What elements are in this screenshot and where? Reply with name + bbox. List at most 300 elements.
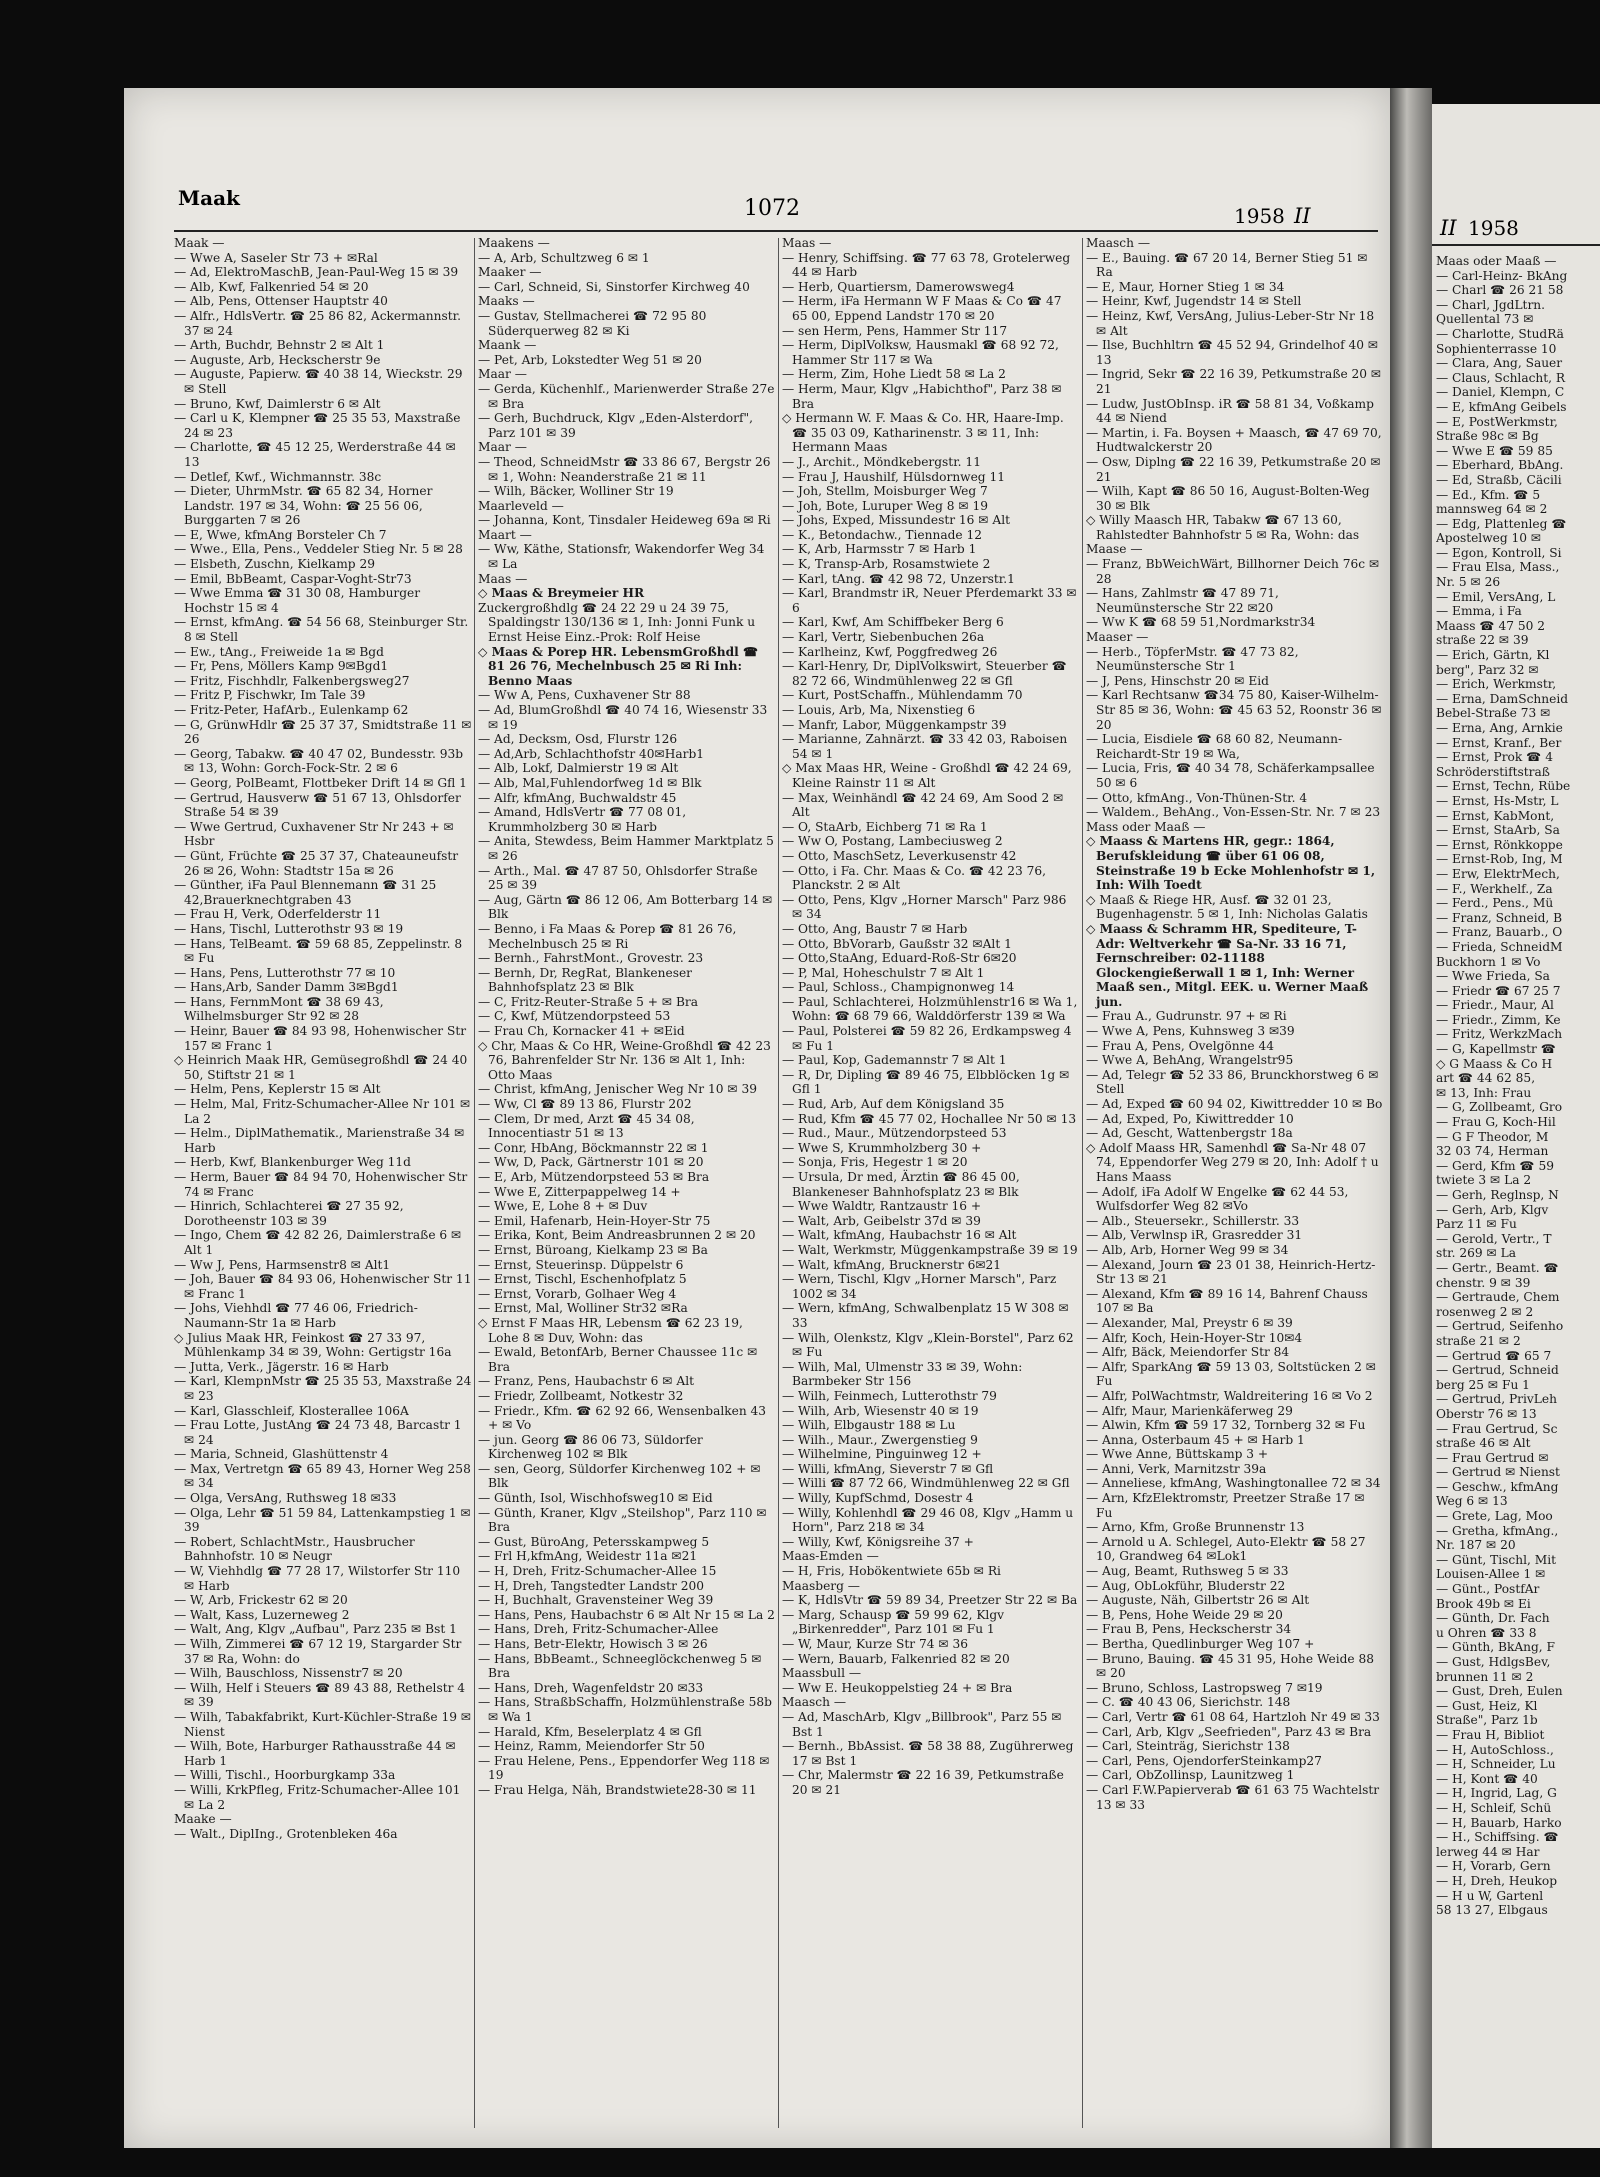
directory-entry: — Herm, Maur, Klgv „Habichthof", Parz 38 ✉ Bra: [782, 381, 1062, 411]
directory-entry: Maassbull —: [782, 1666, 862, 1681]
directory-entry: — Günth, Kraner, Klgv „Steilshop", Parz 110 ✉ Bra: [478, 1505, 767, 1535]
adjacent-directory-entry: — Charl ☎ 26 21 58: [1436, 283, 1564, 298]
adjacent-directory-entry: — Friedr., Maur, Al: [1436, 998, 1554, 1013]
directory-entry: — Carl, Vertr ☎ 61 08 64, Hartzloh Nr 49 ✉ 33: [1086, 1709, 1380, 1724]
directory-entry: — H, Dreh, Tangstedter Landstr 200: [478, 1578, 705, 1593]
directory-entry: — R, Dr, Dipling ☎ 89 46 75, Elbblöcken 1g ✉ Gfl 1: [782, 1067, 1070, 1097]
adjacent-directory-entry: — Geschw., kfmAng: [1436, 1479, 1559, 1494]
directory-entry: — Walt, Arb, Geibelstr 37d ✉ 39: [782, 1213, 981, 1228]
directory-entry: — Carl, Steinträg, Sierichstr 138: [1086, 1739, 1290, 1754]
adjacent-header-rule: [1432, 244, 1600, 246]
directory-entry: — Ernst, Steuerinsp. Düppelstr 6: [478, 1257, 684, 1272]
adjacent-directory-entry: ✉ 13, Inh: Frau: [1436, 1085, 1532, 1100]
adjacent-directory-entry: — Franz, Schneid, B: [1436, 910, 1563, 925]
directory-entry: — Ewald, BetonfArb, Berner Chaussee 11c ✉ Bra: [478, 1345, 758, 1374]
directory-entry: Mass oder Maaß —: [1086, 819, 1206, 834]
directory-entry: — Osw, Diplng ☎ 22 16 39, Petkumstraße 20 ✉ 21: [1086, 454, 1381, 484]
directory-entry: ◇ Adolf Maass HR, Samenhdl ☎ Sa-Nr 48 07 74, Eppendorfer Weg 279 ✉ 20, Inh: Adolf † u Hans Maass: [1086, 1140, 1379, 1184]
adjacent-directory-entry: — H, Kont ☎ 40: [1436, 1771, 1538, 1786]
directory-entry: — Frau Ch, Kornacker 41 + ✉Eid: [478, 1024, 685, 1039]
adjacent-directory-entry: — Ernst, Kranf., Ber: [1436, 735, 1562, 750]
directory-entry: — Detlef, Kwf., Wichmannstr. 38c: [174, 469, 382, 484]
directory-entry: — Wwe Waldtr, Rantzaustr 16 +: [782, 1199, 982, 1214]
adjacent-directory-entry: — E, kfmAng Geibels: [1436, 399, 1567, 414]
directory-entry: — Paul, Polsterei ☎ 59 82 26, Erdkampsweg 4 ✉ Fu 1: [782, 1024, 1072, 1053]
directory-entry: — Herm, Bauer ☎ 84 94 70, Hohenwischer Str 74 ✉ Franc: [174, 1170, 468, 1199]
directory-entry: Maaks —: [478, 294, 535, 309]
directory-entry: — Max, Weinhändl ☎ 42 24 69, Am Sood 2 ✉ Alt: [782, 790, 1064, 820]
directory-entry: — Karl, Kwf, Am Schiffbeker Berg 6: [782, 615, 1004, 630]
directory-entry: — Frau A, Pens, Ovelgönne 44: [1086, 1038, 1275, 1053]
adjacent-directory-entry: — Günt., PostfAr: [1436, 1582, 1540, 1597]
adjacent-directory-entry: straße 21 ✉ 2: [1436, 1333, 1521, 1348]
directory-entry: — Wilh, Mal, Ulmenstr 33 ✉ 39, Wohn: Barmbeker Str 156: [782, 1359, 1023, 1389]
directory-entry: — Alfr, Bäck, Meiendorfer Str 84: [1086, 1345, 1290, 1360]
adjacent-directory-entry: — Gretha, kfmAng.,: [1436, 1523, 1559, 1538]
adjacent-directory-column: [1436, 254, 1600, 2144]
directory-entry: — Carl u K, Klempner ☎ 25 35 53, Maxstraße 24 ✉ 23: [174, 411, 461, 440]
directory-entry: — Otto, Ang, Baustr 7 ✉ Harb: [782, 921, 968, 936]
adjacent-directory-entry: Nr. 5 ✉ 26: [1436, 575, 1501, 590]
directory-entry: — Ernst, Büroang, Kielkamp 23 ✉ Ba: [478, 1242, 708, 1257]
adjacent-directory-entry: Nr. 187 ✉ 20: [1436, 1538, 1516, 1553]
directory-entry: — C, Kwf, Mützendorpsteed 53: [478, 1009, 671, 1024]
directory-entry: — W, Viehhdlg ☎ 77 28 17, Wilstorfer Str 110 ✉ Harb: [174, 1564, 461, 1593]
directory-entry: — Bernh, Dr, RegRat, Blankeneser Bahnhofsplatz 23 ✉ Blk: [478, 965, 692, 995]
directory-entry: — Christ, kfmAng, Jenischer Weg Nr 10 ✉ 39: [478, 1082, 757, 1097]
book-spine: [1390, 88, 1432, 2148]
adjacent-directory-entry: — Günth, BkAng, F: [1436, 1640, 1555, 1655]
directory-column-1: [174, 236, 472, 2136]
adjacent-directory-entry: chenstr. 9 ✉ 39: [1436, 1275, 1531, 1290]
directory-entry: — E, Arb, Mützendorpsteed 53 ✉ Bra: [478, 1170, 710, 1184]
directory-entry: — Otto,StaAng, Eduard-Roß-Str 6✉20: [782, 951, 1017, 966]
directory-entry: — Sonja, Fris, Hegestr 1 ✉ 20: [782, 1155, 968, 1170]
directory-entry: — Wwe E, Zitterpappelweg 14 +: [478, 1184, 681, 1199]
directory-entry: — Ilse, Buchhltrn ☎ 45 52 94, Grindelhof 40 ✉ 13: [1086, 338, 1379, 367]
adjacent-directory-entry: — Egon, Kontroll, Si: [1436, 545, 1562, 560]
directory-entry: — Frau Lotte, JustAng ☎ 24 73 48, Barcastr 1 ✉ 24: [174, 1418, 462, 1447]
directory-entry: — Ww O, Postang, Lambeciusweg 2: [782, 834, 1003, 849]
adjacent-directory-entry: — Erich, Werkmstr,: [1436, 677, 1557, 692]
header-rule: [174, 230, 1378, 232]
directory-entry: Maaker —: [478, 265, 542, 280]
directory-entry: — Waldem., BehAng., Von-Essen-Str. Nr. 7 ✉ 23: [1086, 805, 1381, 820]
adjacent-directory-entry: berg 25 ✉ Fu 1: [1436, 1377, 1530, 1392]
directory-entry: — Bernh., FahrstMont., Grovestr. 23: [478, 951, 704, 966]
directory-entry: — E, Wwe, kfmAng Borsteler Ch 7: [174, 527, 387, 542]
adjacent-directory-entry: — Frau G, Koch-Hil: [1436, 1115, 1556, 1130]
directory-entry: — Bruno, Schloss, Lastropsweg 7 ✉19: [1086, 1680, 1323, 1695]
adjacent-directory-entry: — Grete, Lag, Moo: [1436, 1509, 1553, 1524]
directory-entry: — Hans, TelBeamt. ☎ 59 68 85, Zeppelinstr. 8 ✉ Fu: [174, 936, 463, 966]
column-divider: [778, 238, 779, 2128]
directory-entry: — Henry, Schiffsing. ☎ 77 63 78, Grotelerweg 44 ✉ Harb: [782, 250, 1071, 280]
adjacent-directory-entry: — G, Zollbeamt, Gro: [1436, 1100, 1563, 1115]
directory-entry: — Wilh, Arb, Wiesenstr 40 ✉ 19: [782, 1403, 979, 1418]
adjacent-directory-entry: Bebel-Straße 73 ✉: [1436, 706, 1551, 721]
adjacent-directory-entry: — Edg, Plattenleg ☎: [1436, 516, 1567, 531]
adjacent-directory-entry: — Ernst, Prok ☎ 4: [1436, 750, 1553, 765]
adjacent-directory-entry: Straße 98c ✉ Bg: [1436, 429, 1539, 444]
directory-entry: — Hans, Dreh, Wagenfeldstr 20 ✉33: [478, 1680, 704, 1695]
adjacent-page: [1432, 104, 1600, 2148]
adjacent-directory-entry: Weg 6 ✉ 13: [1436, 1494, 1508, 1509]
directory-entry: Maas —: [782, 236, 832, 250]
directory-entry: — Arth., Mal. ☎ 47 87 50, Ohlsdorfer Straße 25 ✉ 39: [478, 863, 758, 893]
directory-entry: — Wern, Tischl, Klgv „Horner Marsch", Parz 1002 ✉ 34: [782, 1272, 1057, 1301]
adjacent-directory-entry: str. 269 ✉ La: [1436, 1246, 1516, 1261]
directory-entry: — Manfr, Labor, Müggenkampstr 39: [782, 717, 1007, 732]
directory-entry: — Georg, Tabakw. ☎ 40 47 02, Bundesstr. 93b ✉ 13, Wohn: Gorch-Fock-Str. 2 ✉ 6: [174, 746, 464, 776]
directory-entry: — Erika, Kont, Beim Andreasbrunnen 2 ✉ 20: [478, 1228, 756, 1243]
directory-entry: — Rud., Maur., Mützendorpsteed 53: [782, 1126, 1007, 1141]
directory-entry: — Alexand, Journ ☎ 23 01 38, Heinrich-Hertz-Str 13 ✉ 21: [1086, 1257, 1376, 1287]
directory-entry: — Heinz, Ramm, Meiendorfer Str 50: [478, 1739, 705, 1754]
directory-entry: — Karl, KlempnMstr ☎ 25 35 53, Maxstraße 24 ✉ 23: [174, 1374, 472, 1403]
directory-entry: — K, Transp-Arb, Rosamstwiete 2: [782, 557, 991, 572]
directory-entry: — Auguste, Näh, Gilbertstr 26 ✉ Alt: [1086, 1593, 1310, 1608]
adjacent-directory-entry: Brook 49b ✉ Ei: [1436, 1596, 1531, 1611]
directory-entry: — Ad, Gescht, Wattenbergstr 18a: [1086, 1126, 1293, 1141]
directory-entry: — Emil, Hafenarb, Hein-Hoyer-Str 75: [478, 1213, 711, 1228]
directory-entry: — Chr, Malermstr ☎ 22 16 39, Petkumstraße 20 ✉ 21: [782, 1768, 1064, 1797]
directory-entry: — Wern, Bauarb, Falkenried 82 ✉ 20: [782, 1651, 1010, 1666]
directory-entry: — H, Dreh, Fritz-Schumacher-Allee 15: [478, 1564, 717, 1579]
adjacent-directory-entry: — Friedr., Zimm, Ke: [1436, 1012, 1561, 1027]
adjacent-directory-entry: — Frau Elsa, Mass.,: [1436, 560, 1560, 575]
directory-entry: — Hans, Tischl, Lutterothstr 93 ✉ 19: [174, 921, 404, 936]
directory-entry: — Emil, BbBeamt, Caspar-Voght-Str73: [174, 571, 412, 586]
adjacent-directory-entry: — Gust, HdlgsBev,: [1436, 1655, 1551, 1669]
adjacent-directory-entry: — Wwe Frieda, Sa: [1436, 969, 1550, 984]
directory-entry: — Otto, kfmAng., Von-Thünen-Str. 4: [1086, 790, 1308, 805]
directory-entry: — Johs, Viehhdl ☎ 77 46 06, Friedrich-Naumann-Str 1a ✉ Harb: [174, 1301, 418, 1330]
adjacent-directory-entry: Straße", Parz 1b: [1436, 1713, 1538, 1728]
directory-entry: — Arnold u A. Schlegel, Auto-Elektr ☎ 58 27 10, Grandweg 64 ✉Lok1: [1086, 1534, 1366, 1564]
directory-entry: — Günther, iFa Paul Blennemann ☎ 31 25 42,Brauerknechtgraben 43: [174, 878, 437, 907]
directory-entry: — Bertha, Quedlinburger Weg 107 +: [1086, 1637, 1315, 1651]
adjacent-directory-entry: Apostelweg 10 ✉: [1436, 531, 1542, 546]
directory-entry: — Franz, BbWeichWärt, Billhorner Deich 76c ✉ 28: [1086, 557, 1380, 586]
directory-entry: — Elsbeth, Zuschn, Kielkamp 29: [174, 557, 375, 572]
adjacent-directory-entry: Louisen-Allee 1 ✉: [1436, 1567, 1546, 1582]
adjacent-header-year: 1958: [1468, 216, 1519, 240]
adjacent-directory-entry: Maas oder Maaß —: [1436, 254, 1557, 268]
adjacent-directory-entry: — Gertrud, Seifenho: [1436, 1319, 1564, 1334]
directory-entry: — Joh, Stellm, Moisburger Weg 7: [782, 484, 988, 499]
directory-entry: — Fritz P, Fischwkr, Im Tale 39: [174, 688, 366, 703]
directory-entry: — Willi, KrkPfleg, Fritz-Schumacher-Allee 101 ✉ La 2: [174, 1782, 461, 1812]
directory-entry: — Ww J, Pens, Harmsenstr8 ✉ Alt1: [174, 1257, 391, 1272]
directory-entry: — Wwe A, Pens, Kuhnsweg 3 ✉39: [1086, 1024, 1295, 1039]
directory-entry: ◇ Heinrich Maak HR, Gemüsegroßhdl ☎ 24 40 50, Stiftstr 21 ✉ 1: [174, 1053, 468, 1082]
directory-entry: — Joh, Bote, Luruper Weg 8 ✉ 19: [782, 498, 989, 513]
directory-entry: — Amand, HdlsVertr ☎ 77 08 01, Krummholzberg 30 ✉ Harb: [478, 805, 687, 834]
directory-entry: — Wilh, Bäcker, Wolliner Str 19: [478, 484, 674, 499]
directory-entry: Maasch —: [782, 1695, 847, 1710]
directory-entry: — Anni, Verk, Marnitzstr 39a: [1086, 1461, 1267, 1476]
directory-entry: — Willy, Kwf, Königsreihe 37 +: [782, 1534, 974, 1549]
adjacent-directory-entry: — G, Kapellmstr ☎: [1436, 1042, 1556, 1057]
directory-entry: — Alb, Verwlnsp iR, Grasredder 31: [1086, 1228, 1303, 1243]
directory-entry: Maank —: [478, 338, 537, 353]
directory-entry: — Heinr, Kwf, Jugendstr 14 ✉ Stell: [1086, 294, 1302, 309]
directory-entry: — C, Fritz-Reuter-Straße 5 + ✉ Bra: [478, 994, 699, 1009]
directory-entry: — Anna, Osterbaum 45 + ✉ Harb 1: [1086, 1432, 1305, 1447]
directory-entry: — Wilh, Feinmech, Lutterothstr 79: [782, 1388, 997, 1403]
directory-entry: — Auguste, Papierw. ☎ 40 38 14, Wieckstr. 29 ✉ Stell: [174, 367, 463, 396]
adjacent-directory-entry: — Frau Gertrud, Sc: [1436, 1421, 1558, 1436]
directory-entry: — Anneliese, kfmAng, Washingtonallee 72 ✉ 34: [1086, 1476, 1381, 1491]
adjacent-directory-entry: 58 13 27, Elbgaus: [1436, 1903, 1548, 1918]
directory-entry: — Walt, Ang, Klgv „Aufbau", Parz 235 ✉ Bst 1: [174, 1622, 457, 1637]
directory-entry: — Ernst, Mal, Wolliner Str32 ✉Ra: [478, 1301, 688, 1316]
directory-entry: — Gertrud, Hausverw ☎ 51 67 13, Ohlsdorfer Straße 54 ✉ 39: [174, 790, 461, 820]
directory-entry: — Ernst, kfmAng. ☎ 54 56 68, Steinburger Str. 8 ✉ Stell: [174, 615, 469, 645]
adjacent-directory-entry: — H, AutoSchloss.,: [1436, 1742, 1554, 1757]
directory-entry: — Ernst, Tischl, Eschenhofplatz 5: [478, 1272, 687, 1287]
adjacent-directory-entry: — G F Theodor, M: [1436, 1129, 1549, 1144]
directory-entry: — Herm, DiplVolksw, Hausmakl ☎ 68 92 72, Hammer Str 117 ✉ Wa: [782, 338, 1059, 367]
adjacent-directory-entry: — Franz, Bauarb., O: [1436, 925, 1563, 940]
directory-entry: — Alexander, Mal, Preystr 6 ✉ 39: [1086, 1315, 1293, 1330]
adjacent-directory-entry: 32 03 74, Herman: [1436, 1144, 1549, 1159]
directory-entry: — Helm, Mal, Fritz-Schumacher-Allee Nr 101 ✉ La 2: [174, 1097, 471, 1126]
adjacent-directory-entry: — Emma, i Fa: [1436, 604, 1522, 619]
adjacent-directory-entry: — Gertrud ☎ 65 7: [1436, 1348, 1552, 1363]
adjacent-directory-entry: — Frieda, SchneidM: [1436, 939, 1563, 954]
directory-entry: — K, HdlsVtr ☎ 59 89 34, Preetzer Str 22 ✉ Ba: [782, 1593, 1078, 1608]
directory-entry: — Fritz-Peter, HafArb., Eulenkamp 62: [174, 703, 409, 717]
directory-entry: — Ww, Cl ☎ 89 13 86, Flurstr 202: [478, 1097, 692, 1112]
directory-entry: — W, Maur, Kurze Str 74 ✉ 36: [782, 1637, 968, 1651]
directory-entry: — Hans, Dreh, Fritz-Schumacher-Allee: [478, 1622, 719, 1637]
directory-entry: ◇ Chr, Maas & Co HR, Weine-Großhdl ☎ 42 23 76, Bahrenfelder Str Nr. 136 ✉ Alt 1, Inh: Otto Maas: [478, 1038, 771, 1082]
directory-entry: — Ad, BlumGroßhdl ☎ 40 74 16, Wiesenstr 33 ✉ 19: [478, 703, 768, 732]
adjacent-directory-entry: Parz 11 ✉ Fu: [1436, 1217, 1517, 1232]
header-year: 1958: [1234, 204, 1285, 228]
adjacent-directory-entry: — Gerold, Vertr., T: [1436, 1231, 1552, 1246]
directory-entry: — Herb, Quartiersm, Damerowsweg4: [782, 279, 1015, 294]
adjacent-directory-entry: — H, Bauarb, Harko: [1436, 1815, 1562, 1830]
adjacent-directory-entry: — Ernst, StaArb, Sa: [1436, 823, 1560, 838]
directory-entry: — Wilh, Elbgaustr 188 ✉ Lu: [782, 1418, 956, 1433]
adjacent-directory-entry: berg", Parz 32 ✉: [1436, 662, 1539, 677]
directory-entry: — Hans, StraßbSchaffn, Holzmühlenstraße 58b ✉ Wa 1: [478, 1695, 772, 1724]
directory-entry: ◇ Willy Maasch HR, Tabakw ☎ 67 13 60, Rahlstedter Bahnhofstr 5 ✉ Ra, Wohn: das: [1086, 513, 1360, 542]
directory-entry: — Marg, Schausp ☎ 59 99 62, Klgv „Birkenredder", Parz 101 ✉ Fu 1: [782, 1607, 1005, 1637]
adjacent-directory-entry: — Günt, Tischl, Mit: [1436, 1552, 1557, 1567]
adjacent-directory-entry: — Gertrud, Schneid: [1436, 1363, 1559, 1378]
adjacent-header-volume: II: [1440, 216, 1457, 240]
adjacent-directory-entry: — H, Schleif, Schü: [1436, 1800, 1552, 1815]
adjacent-directory-entry: lerweg 44 ✉ Har: [1436, 1844, 1540, 1859]
adjacent-directory-entry: — Wwe E ☎ 59 85: [1436, 443, 1553, 458]
directory-entry: — Ad,Arb, Schlachthofstr 40✉Harb1: [478, 746, 705, 761]
directory-entry: — sen Herm, Pens, Hammer Str 117: [782, 323, 1008, 338]
adjacent-directory-entry: mannsweg 64 ✉ 2: [1436, 502, 1548, 517]
directory-entry: — Marianne, Zahnärzt. ☎ 33 42 03, Raboisen 54 ✉ 1: [782, 732, 1068, 761]
directory-entry: — Frau A., Gudrunstr. 97 + ✉ Ri: [1086, 1009, 1287, 1024]
directory-entry: — Frau B, Pens, Heckscherstr 34: [1086, 1622, 1292, 1637]
directory-entry: Maase —: [1086, 542, 1143, 557]
adjacent-directory-entry: — Ernst, KabMont,: [1436, 808, 1555, 823]
directory-entry: Zuckergroßhdlg ☎ 24 22 29 u 24 39 75, Spaldingstr 130/136 ✉ 1, Inh: Jonni Funk u Ernst Heise Einz.-Prok: Rolf Heise: [478, 600, 756, 645]
directory-entry: — J., Archit., Möndkebergstr. 11: [782, 454, 981, 469]
adjacent-directory-entry: — Erw, ElektrMech,: [1436, 866, 1560, 881]
directory-entry: — Rud, Kfm ☎ 45 77 02, Hochallee Nr 50 ✉ 13: [782, 1111, 1077, 1126]
directory-entry: — Alb., Steuersekr., Schillerstr. 33: [1086, 1213, 1300, 1228]
directory-entry: — Carl F.W.Papierverab ☎ 61 63 75 Wachtelstr 13 ✉ 33: [1086, 1782, 1380, 1812]
directory-entry: — Maria, Schneid, Glashüttenstr 4: [174, 1447, 389, 1462]
adjacent-directory-entry: — Günth, Dr. Fach: [1436, 1611, 1550, 1626]
adjacent-directory-entry: — Ed., Kfm. ☎ 5: [1436, 487, 1541, 502]
adjacent-directory-entry: — Erna, DamSchneid: [1436, 691, 1569, 706]
directory-entry: — Wwe Anne, Büttskamp 3 +: [1086, 1447, 1269, 1462]
directory-entry: — K, Arb, Harmsstr 7 ✉ Harb 1: [782, 542, 977, 557]
directory-entry: — Herm, iFa Hermann W F Maas & Co ☎ 47 65 00, Eppend Landstr 170 ✉ 20: [782, 294, 1062, 323]
adjacent-directory-entry: Buckhorn 1 ✉ Vo: [1436, 954, 1541, 969]
adjacent-directory-entry: — Daniel, Klempn, C: [1436, 385, 1565, 400]
adjacent-directory-entry: — Ernst, Techn, Rübe: [1436, 779, 1571, 794]
directory-entry: — H, Buchhalt, Gravensteiner Weg 39: [478, 1593, 714, 1608]
directory-entry: — Wilh, Helf i Steuers ☎ 89 43 88, Rethelstr 4 ✉ 39: [174, 1680, 466, 1710]
directory-entry: — Willi, kfmAng, Sieverstr 7 ✉ Gfl: [782, 1461, 994, 1476]
directory-entry: — Friedr., Kfm. ☎ 62 92 66, Wensenbalken 43 + ✉ Vo: [478, 1403, 767, 1433]
adjacent-directory-entry: — Frau Gertrud ✉: [1436, 1450, 1549, 1465]
directory-entry: — Frl H,kfmAng, Weidestr 11a ✉21: [478, 1549, 698, 1564]
directory-entry: — Hans, Betr-Elektr, Howisch 3 ✉ 26: [478, 1637, 708, 1651]
directory-entry: — Bruno, Kwf, Daimlerstr 6 ✉ Alt: [174, 396, 381, 411]
directory-entry: — Paul, Kop, Gademannstr 7 ✉ Alt 1: [782, 1053, 1007, 1068]
directory-entry: — Fr, Pens, Möllers Kamp 9✉Bgd1: [174, 659, 389, 674]
directory-entry: — Willy, KupfSchmd, Dosestr 4: [782, 1491, 974, 1506]
directory-entry: — Max, Vertretgn ☎ 65 89 43, Horner Weg 258 ✉ 34: [174, 1461, 471, 1491]
adjacent-directory-entry: — H., Schiffsing. ☎: [1436, 1830, 1559, 1845]
directory-entry: — Ww, D, Pack, Gärtnerstr 101 ✉ 20: [478, 1155, 704, 1170]
directory-entry: ◇ Ernst F Maas HR, Lebensm ☎ 62 23 19, Lohe 8 ✉ Duv, Wohn: das: [478, 1315, 743, 1345]
directory-entry: — Otto, i Fa. Chr. Maas & Co. ☎ 42 23 76, Planckstr. 2 ✉ Alt: [782, 863, 1047, 893]
adjacent-directory-entry: u Ohren ☎ 33 8: [1436, 1625, 1537, 1640]
adjacent-directory-entry: — Gust, Heiz, Kl: [1436, 1698, 1538, 1713]
adjacent-directory-entry: — Gertraude, Chem: [1436, 1290, 1560, 1305]
adjacent-directory-entry: — H, Dreh, Heukop: [1436, 1873, 1558, 1888]
directory-entry: — Bruno, Bauing. ☎ 45 31 95, Hohe Weide 88 ✉ 20: [1086, 1651, 1375, 1681]
directory-entry: — Otto, Pens, Klgv „Horner Marsch" Parz 986 ✉ 34: [782, 892, 1067, 922]
directory-entry: — Carl, Pens, OjendorferSteinkamp27: [1086, 1753, 1322, 1768]
directory-entry: ◇ Hermann W. F. Maas & Co. HR, Haare-Imp. ☎ 35 03 09, Katharinenstr. 3 ✉ 11, Inh: Hermann Maas: [782, 411, 1064, 455]
directory-entry: — Gerda, Küchenhlf., Marienwerder Straße 27e ✉ Bra: [478, 381, 775, 411]
directory-entry: — Adolf, iFa Adolf W Engelke ☎ 62 44 53, Wulfsdorfer Weg 82 ✉Vo: [1086, 1184, 1349, 1214]
adjacent-directory-entry: — E, PostWerkmstr,: [1436, 414, 1558, 429]
directory-entry: — Hans, BbBeamt., Schneeglöckchenweg 5 ✉ Bra: [478, 1651, 762, 1681]
directory-entry: — Walt, kfmAng, Brucknerstr 6✉21: [782, 1257, 1002, 1272]
directory-column-2: [478, 236, 776, 2136]
adjacent-directory-entry: — Erich, Gärtn, Kl: [1436, 648, 1550, 663]
directory-entry: — Wern, kfmAng, Schwalbenplatz 15 W 308 ✉ 33: [782, 1301, 1069, 1330]
directory-entry: — Arth, Buchdr, Behnstr 2 ✉ Alt 1: [174, 338, 385, 353]
directory-entry: — Carl, Arb, Klgv „Seefrieden", Parz 43 ✉ Bra: [1086, 1724, 1372, 1739]
directory-entry: — Aug, Beamt, Ruthsweg 5 ✉ 33: [1086, 1564, 1289, 1579]
directory-entry: — Karl Rechtsanw ☎34 75 80, Kaiser-Wilhelm-Str 85 ✉ 36, Wohn: ☎ 45 63 52, Roonstr 36 ✉ 20: [1086, 688, 1382, 732]
directory-entry: — Ew., tAng., Freiweide 1a ✉ Bgd: [174, 644, 384, 659]
directory-entry: — Charlotte, ☎ 45 12 25, Werderstraße 44 ✉ 13: [174, 440, 456, 469]
directory-entry: — A, Arb, Schultzweg 6 ✉ 1: [478, 250, 650, 265]
adjacent-directory-entry: Sophienterrasse 10: [1436, 341, 1557, 356]
directory-entry: — Wilh, Bauschloss, Nissenstr7 ✉ 20: [174, 1666, 403, 1681]
adjacent-directory-entry: — Friedr ☎ 67 25 7: [1436, 983, 1561, 998]
directory-entry: — Alwin, Kfm ☎ 59 17 32, Tornberg 32 ✉ Fu: [1086, 1418, 1366, 1433]
directory-entry: — Ernst, Vorarb, Golhaer Weg 4: [478, 1286, 677, 1301]
directory-entry: — Karl, Glasschleif, Klosterallee 106A: [174, 1403, 409, 1418]
adjacent-directory-entry: — Frau H, Bibliot: [1436, 1727, 1545, 1742]
directory-entry: — Gerh, Buchdruck, Klgv „Eden-Alsterdorf", Parz 101 ✉ 39: [478, 411, 753, 440]
directory-entry: — Helm., DiplMathematik., Marienstraße 34 ✉ Harb: [174, 1126, 465, 1155]
directory-page: [124, 88, 1390, 2148]
directory-entry: — Wilh., Maur., Zwergenstieg 9: [782, 1432, 978, 1447]
adjacent-directory-entry: Oberstr 76 ✉ 13: [1436, 1406, 1537, 1421]
directory-entry: — G, GrünwHdlr ☎ 25 37 37, Smidtstraße 11 ✉ 26: [174, 717, 472, 747]
directory-entry: — Pet, Arb, Lokstedter Weg 51 ✉ 20: [478, 352, 702, 367]
directory-entry: — Heinr, Bauer ☎ 84 93 98, Hohenwischer Str 157 ✉ Franc 1: [174, 1024, 467, 1053]
adjacent-directory-entry: — Gerh, Arb, Klgv: [1436, 1202, 1549, 1217]
directory-entry: — Georg, PolBeamt, Flottbeker Drift 14 ✉ Gfl 1: [174, 775, 467, 790]
directory-entry: — Martin, i. Fa. Boysen + Maasch, ☎ 47 69 70, Hudtwalckerstr 20: [1086, 425, 1382, 455]
adjacent-directory-entry: ◇ G Maass & Co H: [1436, 1056, 1553, 1071]
directory-entry: — Alfr, Maur, Marienkäferweg 29: [1086, 1403, 1293, 1418]
directory-entry: — Wwe Gertrud, Cuxhavener Str Nr 243 + ✉ Hsbr: [174, 819, 454, 849]
adjacent-directory-entry: — F., Werkhelf., Za: [1436, 881, 1553, 896]
directory-entry: Maar —: [478, 367, 527, 382]
directory-entry: — Harald, Kfm, Beselerplatz 4 ✉ Gfl: [478, 1724, 702, 1739]
adjacent-directory-entry: Quellental 73 ✉: [1436, 312, 1534, 327]
adjacent-directory-entry: — Gerd, Kfm ☎ 59: [1436, 1158, 1554, 1173]
directory-entry: — Johs, Exped, Missundestr 16 ✉ Alt: [782, 513, 1010, 528]
directory-entry: — C. ☎ 40 43 06, Sierichstr. 148: [1086, 1695, 1291, 1710]
adjacent-directory-entry: — Ferd., Pens., Mü: [1436, 896, 1554, 911]
directory-entry: — Ursula, Dr med, Ärztin ☎ 86 45 00, Blankeneser Bahnhofsplatz 23 ✉ Blk: [782, 1170, 1020, 1199]
directory-entry: Maasberg —: [782, 1578, 860, 1593]
directory-entry: — Hinrich, Schlachterei ☎ 27 35 92, Dorotheenstr 103 ✉ 39: [174, 1199, 404, 1228]
directory-entry: — Ad, Exped ☎ 60 94 02, Kiwittredder 10 ✉ Bo: [1086, 1097, 1383, 1112]
directory-entry: — Wwe A, Saseler Str 73 + ✉Ral: [174, 250, 378, 265]
directory-entry: — Carl, ObZollinsp, Launitzweg 1: [1086, 1768, 1295, 1783]
adjacent-directory-entry: — Erna, Ang, Arnkie: [1436, 721, 1563, 735]
directory-entry: — Wilh, Kapt ☎ 86 50 16, August-Bolten-Weg 30 ✉ Blk: [1086, 484, 1370, 513]
adjacent-directory-entry: — Emil, VersAng, L: [1436, 589, 1556, 604]
directory-entry: — Ww, Käthe, Stationsfr, Wakendorfer Weg 34 ✉ La: [478, 542, 765, 572]
directory-entry: — Herb, Kwf, Blankenburger Weg 11d: [174, 1155, 411, 1170]
directory-entry: — Alb, Arb, Horner Weg 99 ✉ 34: [1086, 1242, 1289, 1257]
directory-entry: — Alb, Kwf, Falkenried 54 ✉ 20: [174, 279, 369, 294]
directory-entry: — Herm, Zim, Hohe Liedt 58 ✉ La 2: [782, 367, 1006, 382]
directory-entry: — Otto, BbVorarb, Gaußstr 32 ✉Alt 1: [782, 936, 1012, 951]
directory-entry: — Wilh, Tabakfabrikt, Kurt-Küchler-Straße 19 ✉ Nienst: [174, 1709, 472, 1739]
directory-entry: — Gustav, Stellmacherei ☎ 72 95 80 Süderquerweg 82 ✉ Ki: [478, 308, 707, 338]
directory-entry: — Ww K ☎ 68 59 51,Nordmarkstr34: [1086, 615, 1316, 630]
directory-entry: — Wilhelmine, Pinguinweg 12 +: [782, 1447, 982, 1462]
directory-entry: ◇ Julius Maak HR, Feinkost ☎ 27 33 97, Mühlenkamp 34 ✉ 39, Wohn: Gertigstr 16a: [174, 1330, 452, 1360]
directory-entry: — Alfr, PolWachtmstr, Waldreitering 16 ✉ Vo 2: [1086, 1388, 1373, 1403]
directory-entry: Maaser —: [1086, 630, 1149, 645]
directory-entry: — Karl, tAng. ☎ 42 98 72, Unzerstr.1: [782, 571, 1015, 586]
directory-entry: — Anita, Stewdess, Beim Hammer Marktplatz 5 ✉ 26: [478, 834, 774, 863]
directory-entry: — Karl, Brandmstr iR, Neuer Pferdemarkt 33 ✉ 6: [782, 586, 1077, 615]
directory-entry: ◇ Maaß & Riege HR, Ausf. ☎ 32 01 23, Bugenhagenstr. 5 ✉ 1, Inh: Nicholas Galatis: [1086, 892, 1368, 922]
directory-entry: — Friedr, Zollbeamt, Notkestr 32: [478, 1388, 684, 1403]
directory-entry: — Walt, kfmAng, Haubachstr 16 ✉ Alt: [782, 1228, 1017, 1243]
